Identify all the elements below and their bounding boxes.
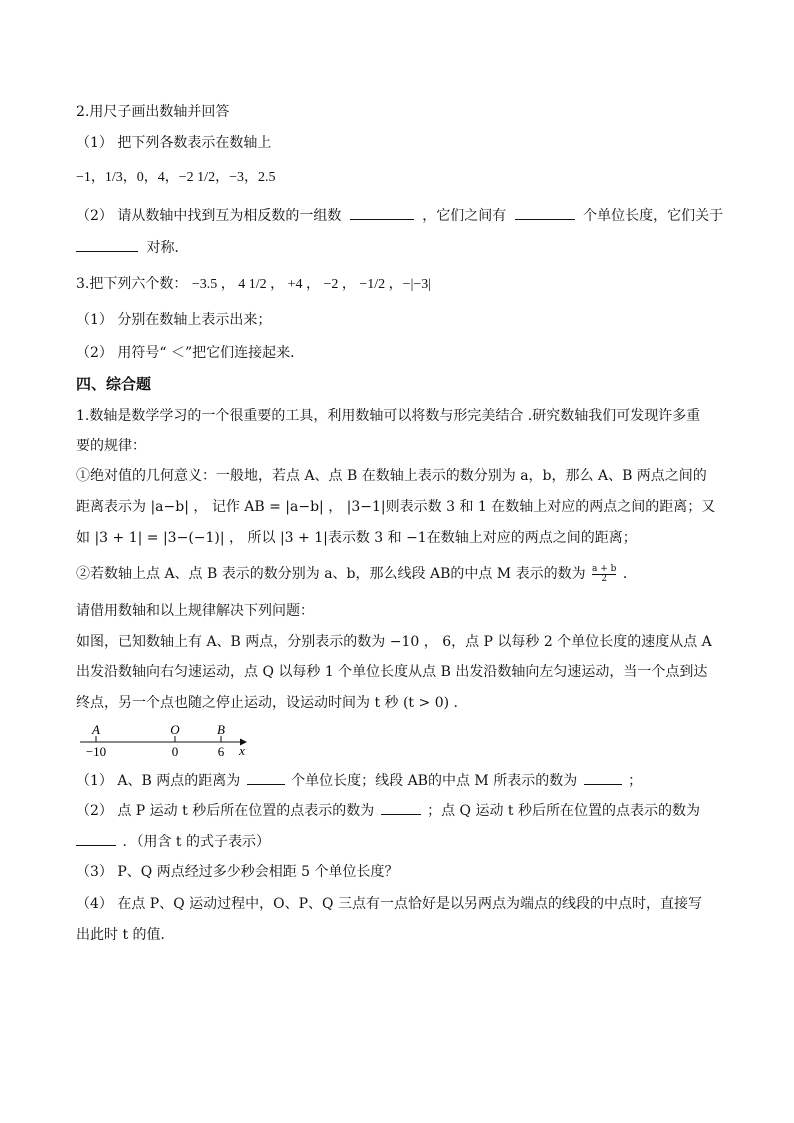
q2-part2-line2	[76, 237, 188, 258]
answer-blank[interactable]	[350, 205, 414, 220]
sub-q3: （3） P、Q 两点经过多少秒会相距 5 个单位长度？	[76, 864, 399, 880]
answer-blank[interactable]	[76, 831, 116, 846]
q2-part2-text-c: 个单位长度，它们关于	[583, 208, 724, 224]
answer-blank[interactable]	[515, 205, 575, 220]
sub-q2-text-a: （2） 点 P 运动 t 秒后所在位置的点表示的数为	[76, 803, 375, 819]
sub-q2-text-b: ；点 Q 运动 t 秒后所在位置的点表示的数为	[427, 803, 701, 819]
fraction-denominator: 2	[601, 573, 608, 584]
para-line-5: 如 |3 + 1| = |3−(−1)| ， 所以 |3 + 1|表示数 3 和 −1在数轴上对应的两点之间的距离；	[76, 530, 637, 546]
sub-q2-line1	[76, 800, 700, 821]
q2-part1: （1） 把下列各数表示在数轴上	[76, 135, 272, 151]
value-a-label: −10	[85, 744, 107, 759]
answer-blank[interactable]	[381, 800, 421, 815]
para-line-2: 要的规律：	[76, 438, 146, 454]
q2-title: 2.用尺子画出数轴并回答	[76, 104, 230, 120]
answer-blank[interactable]	[584, 770, 622, 785]
q3-title-line	[76, 274, 431, 295]
sub-q1-text-b: 个单位长度；线段 AB的中点 M 所表示的数为	[291, 773, 578, 789]
q3-part2: （2） 用符号“ ＜”把它们连接起来．	[76, 345, 305, 361]
sub-q1	[76, 770, 642, 791]
value-o-label: 0	[171, 744, 179, 759]
midpoint-text: ②若数轴上点 A、点 B 表示的数分别为 a、b，那么线段 AB的中点 M 表示的数为	[76, 566, 586, 582]
section-heading: 四、综合题	[76, 375, 152, 393]
q2-part2-text-b: ，它们之间有	[422, 208, 507, 224]
point-a-label: A	[92, 722, 100, 737]
number-line-figure	[76, 720, 256, 760]
fraction-numerator: a + b	[592, 563, 617, 574]
sub-q4-line1: （4） 在点 P、Q 运动过程中，O、P、Q 三点有一点恰好是以另两点为端点的线段的中点时，直接写	[76, 896, 702, 912]
axis-x-label: x	[239, 743, 245, 758]
answer-blank[interactable]	[76, 237, 138, 252]
para-line-6	[76, 564, 637, 584]
point-b-label: B	[217, 722, 225, 737]
q3-title: 3.把下列六个数：	[76, 276, 188, 292]
point-o-label: O	[170, 722, 180, 737]
para-line-9: 出发沿数轴向右匀速运动，点 Q 以每秒 1 个单位长度从点 B 出发沿数轴向左匀速运动，当一个点到达	[76, 664, 708, 680]
midpoint-fraction	[592, 565, 616, 584]
sub-q4-line2: 出此时 t 的值．	[76, 927, 175, 943]
q2-part2-line1	[76, 205, 723, 226]
q3-numbers: −3.5 ， 4 1/2 ， +4 ， −2 ， −1/2 ，−|−3|	[191, 277, 432, 292]
para-line-8: 如图，已知数轴上有 A、B 两点，分别表示的数为 −10 ， 6，点 P 以每秒 2 个单位长度的速度从点 A	[76, 634, 712, 650]
sub-q2-text-c: ．（用含 t 的式子表示）	[122, 834, 270, 850]
para-line-10: 终点，另一个点也随之停止运动，设运动时间为 t 秒 (t > 0) .	[76, 695, 458, 711]
q3-part1: （1） 分别在数轴上表示出来；	[76, 312, 272, 328]
sub-q2-line2	[76, 831, 270, 852]
q2-part2-text-a: （2） 请从数轴中找到互为相反数的一组数	[76, 208, 342, 224]
para-line-7: 请借用数轴和以上规律解决下列问题：	[76, 603, 314, 619]
q2-numbers	[76, 168, 275, 188]
para-line-1: 1.数轴是数学学习的一个很重要的工具，利用数轴可以将数与形完美结合 .研究数轴我们可发现许多重	[76, 408, 701, 424]
sub-q1-text-a: （1） A、B 两点的距离为	[76, 773, 241, 789]
answer-blank[interactable]	[247, 770, 285, 785]
q2-part2-text-d: 对称．	[146, 240, 189, 256]
q2-numbers-text: −1，1/3，0，4，−2 1/2，−3，2.5	[76, 170, 276, 185]
para-line-4: 距离表示为 |a−b| ， 记作 AB = |a−b| ， |3−1|则表示数 3 和 1 在数轴上对应的两点之间的距离；又	[76, 499, 716, 515]
sub-q1-text-c: ；	[628, 773, 643, 789]
para-line-3: ①绝对值的几何意义：一般地，若点 A、点 B 在数轴上表示的数分别为 a，b，那么 A、B 两点之间的	[76, 468, 707, 484]
value-b-label: 6	[217, 744, 225, 759]
period: ．	[618, 566, 637, 582]
